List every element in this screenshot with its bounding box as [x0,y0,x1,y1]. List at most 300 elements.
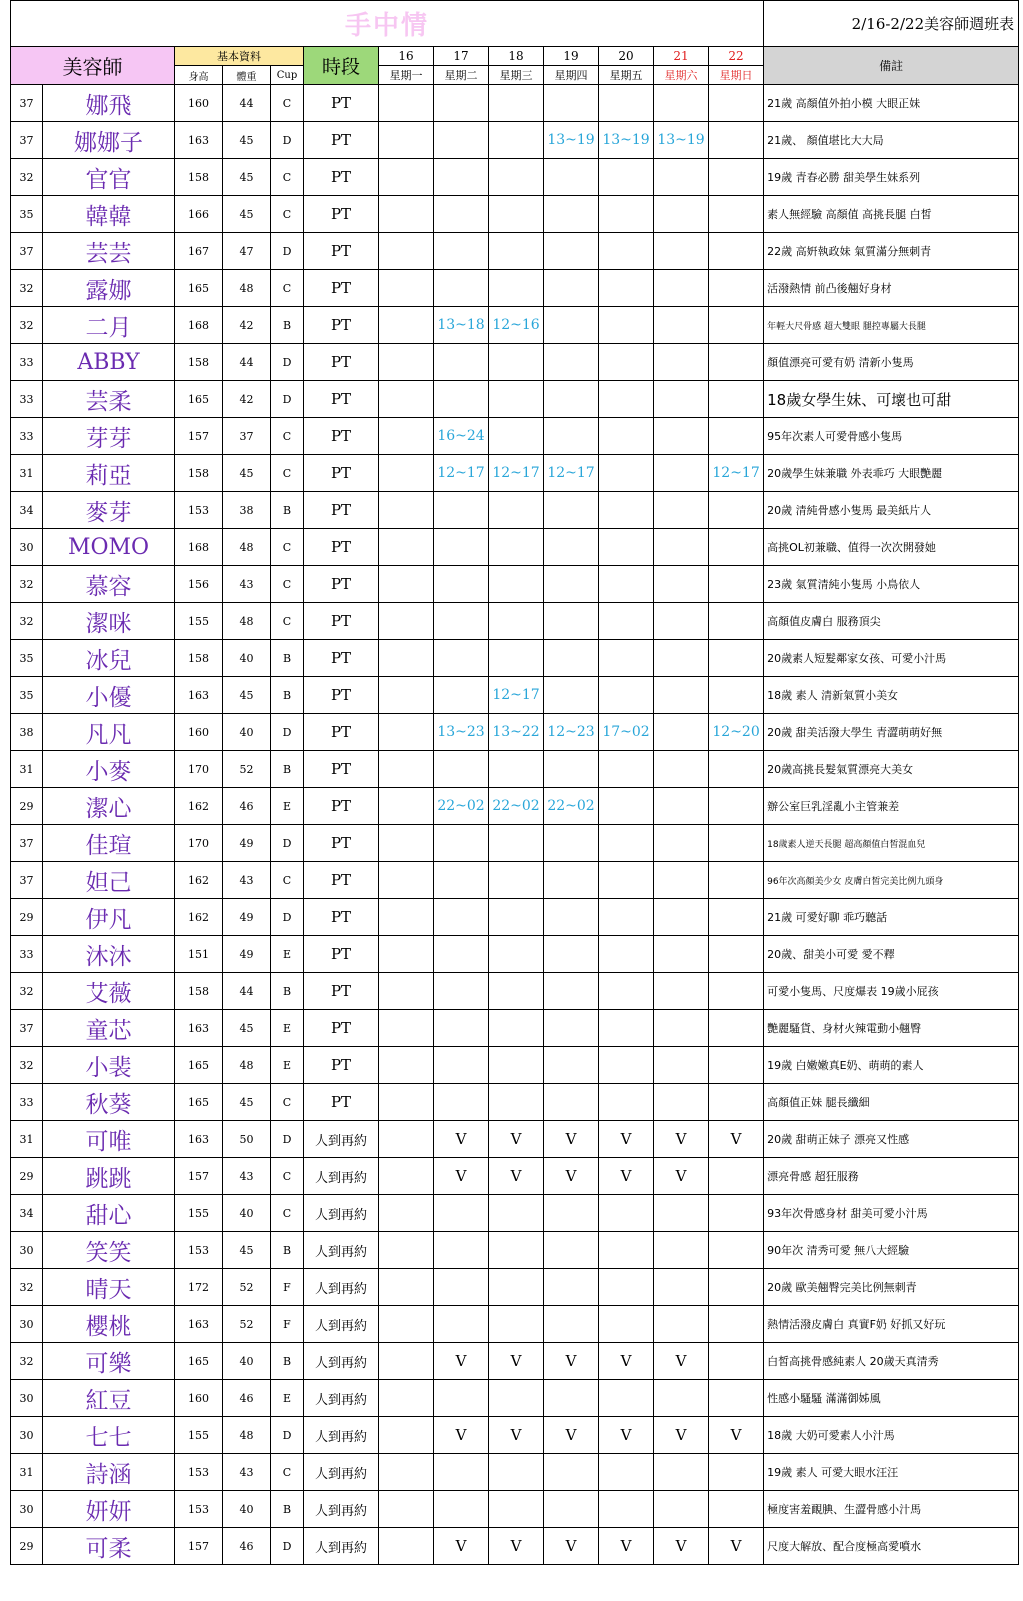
day-cell [434,1195,489,1232]
note-cell: 20歲高挑長髮氣質漂亮大美女 [764,751,1019,788]
table-row [11,1306,1019,1343]
day-cell [489,196,544,233]
beautician-name: 娜娜子 [43,122,175,159]
day-cell: 22~02 [544,788,599,825]
age-cell: 32 [11,566,43,603]
day-cell [544,270,599,307]
day-cell [709,1306,764,1343]
day-cell [599,1269,654,1306]
day-cell: 12~16 [489,307,544,344]
day-cell [709,1491,764,1528]
weight-cell: 45 [223,455,271,492]
weight-cell: 42 [223,307,271,344]
day-cell [379,270,434,307]
age-cell: 29 [11,1528,43,1565]
day-cell: 16~24 [434,418,489,455]
age-cell: 35 [11,640,43,677]
day-cell [434,1084,489,1121]
weekday-header: 星期四 [544,66,599,85]
day-cell [544,307,599,344]
cup-cell: C [271,1084,304,1121]
beautician-name: 小麥 [43,751,175,788]
day-cell [709,85,764,122]
cup-cell: B [271,640,304,677]
note-cell: 20歲 歐美翹臀完美比例無刺青 [764,1269,1019,1306]
day-cell [379,714,434,751]
day-cell [489,1454,544,1491]
slot-cell: PT [304,603,379,640]
day-cell [709,270,764,307]
day-cell: V [599,1158,654,1195]
beautician-name: 潔咪 [43,603,175,640]
day-cell [434,196,489,233]
day-cell: V [434,1528,489,1565]
day-cell [654,159,709,196]
day-cell: V [434,1343,489,1380]
day-cell [544,677,599,714]
weight-cell: 49 [223,825,271,862]
day-cell [599,418,654,455]
age-cell: 33 [11,418,43,455]
notes-header: 備註 [764,47,1019,85]
day-cell [709,381,764,418]
weight-cell: 42 [223,381,271,418]
note-cell: 尺度大解放、配合度極高愛噴水 [764,1528,1019,1565]
header-row-1 [11,47,1019,66]
note-cell: 19歲 素人 可愛大眼水汪汪 [764,1454,1019,1491]
day-cell: V [434,1417,489,1454]
beautician-name: 妍妍 [43,1491,175,1528]
beautician-name: 凡凡 [43,714,175,751]
slot-cell: PT [304,492,379,529]
day-cell [599,529,654,566]
cup-cell: B [271,307,304,344]
beautician-name: 童芯 [43,1010,175,1047]
day-cell [379,936,434,973]
day-cell [434,344,489,381]
day-cell [489,1380,544,1417]
day-cell [709,196,764,233]
note-cell: 21歲 高顏值外拍小模 大眼正妹 [764,85,1019,122]
weight-cell: 48 [223,270,271,307]
day-cell [709,788,764,825]
day-cell [434,566,489,603]
slot-cell: PT [304,196,379,233]
day-cell: 13~19 [654,122,709,159]
table-row [11,122,1019,159]
table-row [11,1343,1019,1380]
cup-cell: B [271,492,304,529]
cup-cell: D [271,1121,304,1158]
day-cell: 12~17 [489,677,544,714]
note-cell: 20歲學生妹兼職 外表乖巧 大眼艷麗 [764,455,1019,492]
note-cell: 性感小騷騷 滿滿御姊風 [764,1380,1019,1417]
day-cell [654,196,709,233]
day-cell [709,529,764,566]
age-cell: 32 [11,603,43,640]
height-cell: 163 [175,1121,223,1158]
day-cell: 13~18 [434,307,489,344]
height-cell: 165 [175,270,223,307]
day-cell [599,936,654,973]
day-cell [709,1010,764,1047]
day-cell [544,1232,599,1269]
beautician-name: 芽芽 [43,418,175,455]
day-cell [654,936,709,973]
day-cell [379,1121,434,1158]
day-cell [544,1306,599,1343]
day-cell [434,1232,489,1269]
height-cell: 160 [175,85,223,122]
day-cell [434,122,489,159]
height-cell: 155 [175,603,223,640]
day-cell [489,270,544,307]
day-cell [544,603,599,640]
day-cell [379,603,434,640]
age-cell: 29 [11,788,43,825]
cup-cell: D [271,1417,304,1454]
day-cell [709,1084,764,1121]
age-cell: 30 [11,1232,43,1269]
note-cell: 20歲 甜美活潑大學生 青澀萌萌好無 [764,714,1019,751]
day-cell [599,159,654,196]
beautician-name: 秋葵 [43,1084,175,1121]
beautician-name: 莉亞 [43,455,175,492]
height-cell: 153 [175,1232,223,1269]
day-cell [654,1010,709,1047]
day-cell [654,307,709,344]
height-cell: 158 [175,455,223,492]
day-cell [599,1195,654,1232]
day-cell [599,640,654,677]
slot-cell: PT [304,973,379,1010]
day-cell [544,973,599,1010]
weight-cell: 52 [223,1306,271,1343]
beautician-header: 美容師 [11,47,175,85]
age-cell: 31 [11,751,43,788]
table-row [11,270,1019,307]
day-cell [654,1491,709,1528]
day-cell [709,973,764,1010]
age-cell: 37 [11,1010,43,1047]
schedule-table [10,0,1019,1565]
table-row [11,1010,1019,1047]
day-cell: 17~02 [599,714,654,751]
day-cell [709,899,764,936]
day-cell: V [434,1158,489,1195]
note-cell: 極度害羞靦腆、生澀骨感小汁馬 [764,1491,1019,1528]
day-cell [379,159,434,196]
day-cell [489,1491,544,1528]
date-header: 18 [489,47,544,66]
slot-cell: PT [304,381,379,418]
height-cell: 170 [175,825,223,862]
day-cell [489,344,544,381]
day-cell [544,381,599,418]
day-cell [599,677,654,714]
note-cell: 18歲 大奶可愛素人小汁馬 [764,1417,1019,1454]
day-cell [544,418,599,455]
day-cell [544,1269,599,1306]
cup-cell: C [271,455,304,492]
height-cell: 158 [175,973,223,1010]
height-cell: 155 [175,1417,223,1454]
beautician-name: 櫻桃 [43,1306,175,1343]
cup-cell: D [271,899,304,936]
day-cell [379,1306,434,1343]
day-cell [544,159,599,196]
weekday-header: 星期日 [709,66,764,85]
day-cell [544,1454,599,1491]
day-cell [489,936,544,973]
day-cell [654,825,709,862]
date-header: 20 [599,47,654,66]
day-cell [379,455,434,492]
day-cell [544,1195,599,1232]
day-cell [379,381,434,418]
brand-title: 手中情 [345,11,430,41]
weight-cell: 49 [223,936,271,973]
cup-cell: E [271,1010,304,1047]
cup-header: Cup [271,66,304,85]
day-cell: 13~23 [434,714,489,751]
cup-cell: C [271,1454,304,1491]
age-cell: 37 [11,122,43,159]
weight-cell: 43 [223,862,271,899]
age-cell: 37 [11,825,43,862]
slot-cell: PT [304,159,379,196]
weight-cell: 45 [223,196,271,233]
day-cell [489,381,544,418]
table-row [11,1084,1019,1121]
day-cell [489,492,544,529]
day-cell: 22~02 [489,788,544,825]
day-cell [654,640,709,677]
age-cell: 32 [11,1269,43,1306]
day-cell [709,344,764,381]
day-cell [434,899,489,936]
day-cell [544,492,599,529]
day-cell [709,1232,764,1269]
age-cell: 34 [11,492,43,529]
height-cell: 157 [175,1158,223,1195]
beautician-name: 麥芽 [43,492,175,529]
cup-cell: D [271,122,304,159]
cup-cell: E [271,788,304,825]
day-cell [599,344,654,381]
day-cell [654,1232,709,1269]
slot-cell: PT [304,714,379,751]
day-cell [599,751,654,788]
day-cell [654,899,709,936]
slot-cell: PT [304,270,379,307]
cup-cell: D [271,714,304,751]
cup-cell: C [271,1158,304,1195]
height-cell: 163 [175,677,223,714]
table-row [11,751,1019,788]
day-cell [654,492,709,529]
slot-cell: 人到再約 [304,1343,379,1380]
day-cell: V [654,1121,709,1158]
slot-cell: 人到再約 [304,1232,379,1269]
day-cell [709,233,764,270]
day-cell [379,825,434,862]
note-cell: 18歲素人逆天長腿 超高顏值白皙混血兒 [764,825,1019,862]
day-cell [379,1047,434,1084]
day-cell [544,862,599,899]
table-row [11,677,1019,714]
beautician-name: 慕容 [43,566,175,603]
day-cell [709,1047,764,1084]
day-cell [709,566,764,603]
note-cell: 19歲 白嫩嫩真E奶、萌萌的素人 [764,1047,1019,1084]
day-cell [434,159,489,196]
day-cell [544,344,599,381]
day-cell [544,1084,599,1121]
cup-cell: C [271,566,304,603]
cup-cell: E [271,936,304,973]
day-cell [434,492,489,529]
day-cell [489,899,544,936]
age-cell: 30 [11,1417,43,1454]
age-cell: 33 [11,344,43,381]
table-row [11,233,1019,270]
day-cell [489,640,544,677]
age-cell: 37 [11,862,43,899]
cup-cell: F [271,1306,304,1343]
note-cell: 辦公室巨乳淫亂小主管兼差 [764,788,1019,825]
beautician-name: 潔心 [43,788,175,825]
day-cell: V [654,1528,709,1565]
note-cell: 活潑熱情 前凸後翹好身材 [764,270,1019,307]
day-cell [544,825,599,862]
day-cell [544,1491,599,1528]
day-cell [599,1454,654,1491]
day-cell [379,307,434,344]
day-cell [654,381,709,418]
date-header: 16 [379,47,434,66]
cup-cell: C [271,159,304,196]
slot-cell: PT [304,640,379,677]
note-cell: 20歲 甜萌正妹子 漂亮又性感 [764,1121,1019,1158]
day-cell [434,1380,489,1417]
table-row [11,1528,1019,1565]
day-cell [379,751,434,788]
day-cell [709,307,764,344]
day-cell [379,862,434,899]
cup-cell: B [271,677,304,714]
table-row [11,1269,1019,1306]
table-row [11,307,1019,344]
day-cell [599,1010,654,1047]
table-row [11,973,1019,1010]
day-cell [654,344,709,381]
height-cell: 162 [175,862,223,899]
slot-cell: PT [304,344,379,381]
age-cell: 37 [11,233,43,270]
age-cell: 30 [11,1491,43,1528]
day-cell [434,862,489,899]
day-cell [654,270,709,307]
day-cell [379,1195,434,1232]
slot-cell: PT [304,1084,379,1121]
day-cell [654,233,709,270]
weight-cell: 44 [223,85,271,122]
height-cell: 162 [175,788,223,825]
day-cell [434,825,489,862]
day-cell [654,529,709,566]
day-cell [379,1343,434,1380]
day-cell [544,1047,599,1084]
slot-cell: PT [304,825,379,862]
age-cell: 29 [11,899,43,936]
beautician-name: 妲己 [43,862,175,899]
brand-cell [11,1,764,47]
slot-header: 時段 [304,47,379,85]
weight-cell: 49 [223,899,271,936]
slot-cell: PT [304,85,379,122]
height-cell: 153 [175,1491,223,1528]
day-cell [434,1269,489,1306]
cup-cell: C [271,196,304,233]
weight-cell: 48 [223,529,271,566]
cup-cell: E [271,1380,304,1417]
day-cell [709,1158,764,1195]
cup-cell: C [271,85,304,122]
day-cell [434,640,489,677]
day-cell [654,566,709,603]
day-cell: V [709,1417,764,1454]
height-cell: 165 [175,1084,223,1121]
table-row [11,1380,1019,1417]
day-cell [379,973,434,1010]
note-cell: 白皙高挑骨感純素人 20歲天真清秀 [764,1343,1019,1380]
day-cell [434,270,489,307]
note-cell: 高顏值正妹 腿長纖細 [764,1084,1019,1121]
age-cell: 33 [11,936,43,973]
day-cell [599,1232,654,1269]
note-cell: 20歲 清純骨感小隻馬 最美紙片人 [764,492,1019,529]
day-cell [599,1380,654,1417]
age-cell: 38 [11,714,43,751]
day-cell: 12~20 [709,714,764,751]
day-cell: V [599,1417,654,1454]
weight-cell: 40 [223,1491,271,1528]
weekday-header: 星期二 [434,66,489,85]
cup-cell: B [271,1491,304,1528]
note-cell: 23歲 氣質清純小隻馬 小鳥依人 [764,566,1019,603]
day-cell: 12~17 [434,455,489,492]
day-cell [599,862,654,899]
day-cell [599,381,654,418]
weight-cell: 43 [223,1454,271,1491]
note-cell: 96年次高顏美少女 皮膚白皙完美比例九頭身 [764,862,1019,899]
day-cell [709,492,764,529]
table-row [11,788,1019,825]
table-row [11,1417,1019,1454]
weight-cell: 50 [223,1121,271,1158]
slot-cell: PT [304,751,379,788]
date-header: 21 [654,47,709,66]
day-cell [489,122,544,159]
weekday-header: 星期一 [379,66,434,85]
day-cell [379,677,434,714]
day-cell [379,1084,434,1121]
slot-cell: 人到再約 [304,1306,379,1343]
age-cell: 30 [11,529,43,566]
title-row [11,1,1019,47]
day-cell: 13~19 [599,122,654,159]
